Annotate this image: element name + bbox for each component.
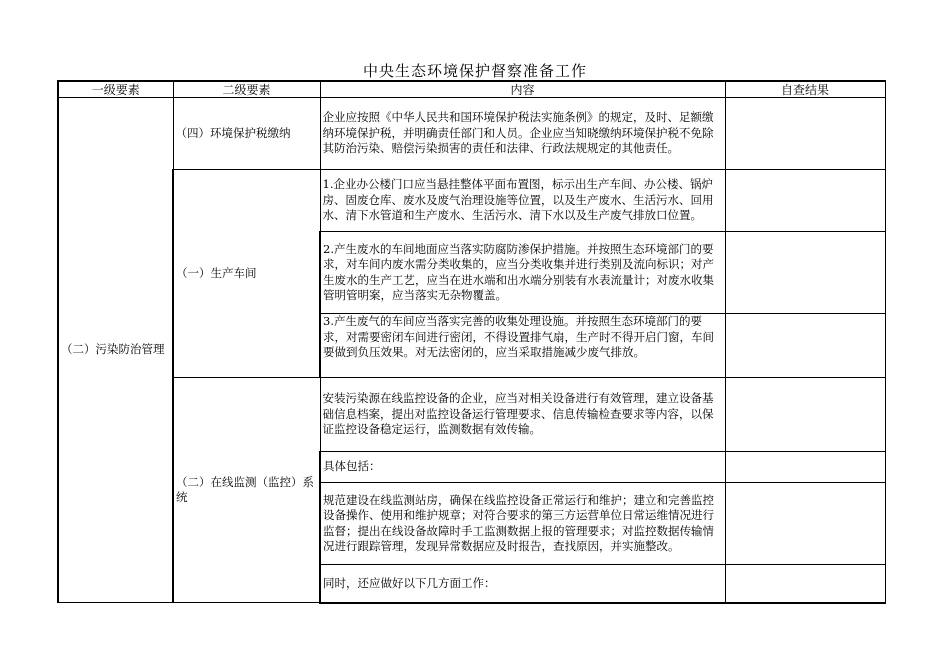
- header-level2: 二级要素: [173, 81, 320, 98]
- content-tax: 企业应按照《中华人民共和国环境保护税法实施条例》的规定，及时、足额缴纳环境保护税，并明确责任部门和人员。企业应当知晓缴纳环境保护税不免除其防治污染、赔偿污染损害的责任和法律、行政法规规定的其他责任。: [320, 98, 725, 170]
- content-workshop-1: 1.企业办公楼门口应当悬挂整体平面布置图，标示出生产车间、办公楼、锅炉房、固废仓库、废水及废气治理设施等位置，以及生产废水、生活污水、回用水、清下水管道和生产废水、生活污水、清下水以及生产废气排放口位置。: [320, 170, 725, 232]
- content-monitoring-1: 安装污染源在线监控设备的企业，应当对相关设备进行有效管理，建立设备基础信息档案，提出对监控设备运行管理要求、信息传输检查要求等内容，以保证监控设备稳定运行，监测数据有效传输。: [320, 378, 725, 452]
- result-workshop-2[interactable]: [725, 232, 885, 314]
- result-tax[interactable]: [725, 98, 885, 170]
- content-workshop-3: 3.产生废气的车间应当落实完善的收集处理设施。并按照生态环境部门的要求，对需要密闭车间进行密闭，不得设置排气扇，生产时不得开启门窗，车间要做到负压效果。对无法密闭的，应当采取措施减少废气排放。: [320, 314, 725, 378]
- level2-workshop: （一）生产车间: [173, 170, 320, 378]
- result-workshop-3[interactable]: [725, 314, 885, 378]
- header-result: 自查结果: [725, 81, 885, 98]
- table-row: [58, 378, 885, 452]
- content-monitoring-3: 规范建设在线监测站房，确保在线监控设备正常运行和维护；建立和完善监控设备操作、使用和维护规章；对符合要求的第三方运营单位日常运维情况进行监督；提出在线设备故障时手工监测数据上报的管理要求；对监控数据传输情况进行跟踪管理，发现异常数据应及时报告，查找原因，并实施整改。: [320, 483, 725, 565]
- result-monitoring-3[interactable]: [725, 483, 885, 565]
- table-row: [58, 170, 885, 232]
- header-level1: 一级要素: [58, 81, 173, 98]
- level1-pollution-control: （二）污染防治管理: [58, 98, 173, 603]
- header-content: 内容: [320, 81, 725, 98]
- result-workshop-1[interactable]: [725, 170, 885, 232]
- checklist-table: [57, 80, 886, 604]
- result-monitoring-4[interactable]: [725, 565, 885, 603]
- content-workshop-2: 2.产生废水的车间地面应当落实防腐防渗保护措施。并按照生态环境部门的要求，对车间内废水需分类收集的，应当分类收集并进行类别及流向标识；对产生废水的生产工艺，应当在进水端和出水端分别装有水表流量计；对废水收集管明管明案，应当落实无杂物覆盖。: [320, 232, 725, 314]
- level2-tax: （四）环境保护税缴纳: [173, 98, 320, 170]
- content-monitoring-4: 同时，还应做好以下几方面工作：: [320, 565, 725, 603]
- document-title: 中央生态环境保护督察准备工作: [362, 62, 587, 80]
- result-monitoring-1[interactable]: [725, 378, 885, 452]
- table-header-row: [58, 81, 885, 98]
- level2-monitoring: （二）在线监测（监控）系统: [173, 378, 320, 603]
- table-row: [58, 98, 885, 170]
- result-monitoring-2[interactable]: [725, 452, 885, 483]
- content-monitoring-2: 具体包括：: [320, 452, 725, 483]
